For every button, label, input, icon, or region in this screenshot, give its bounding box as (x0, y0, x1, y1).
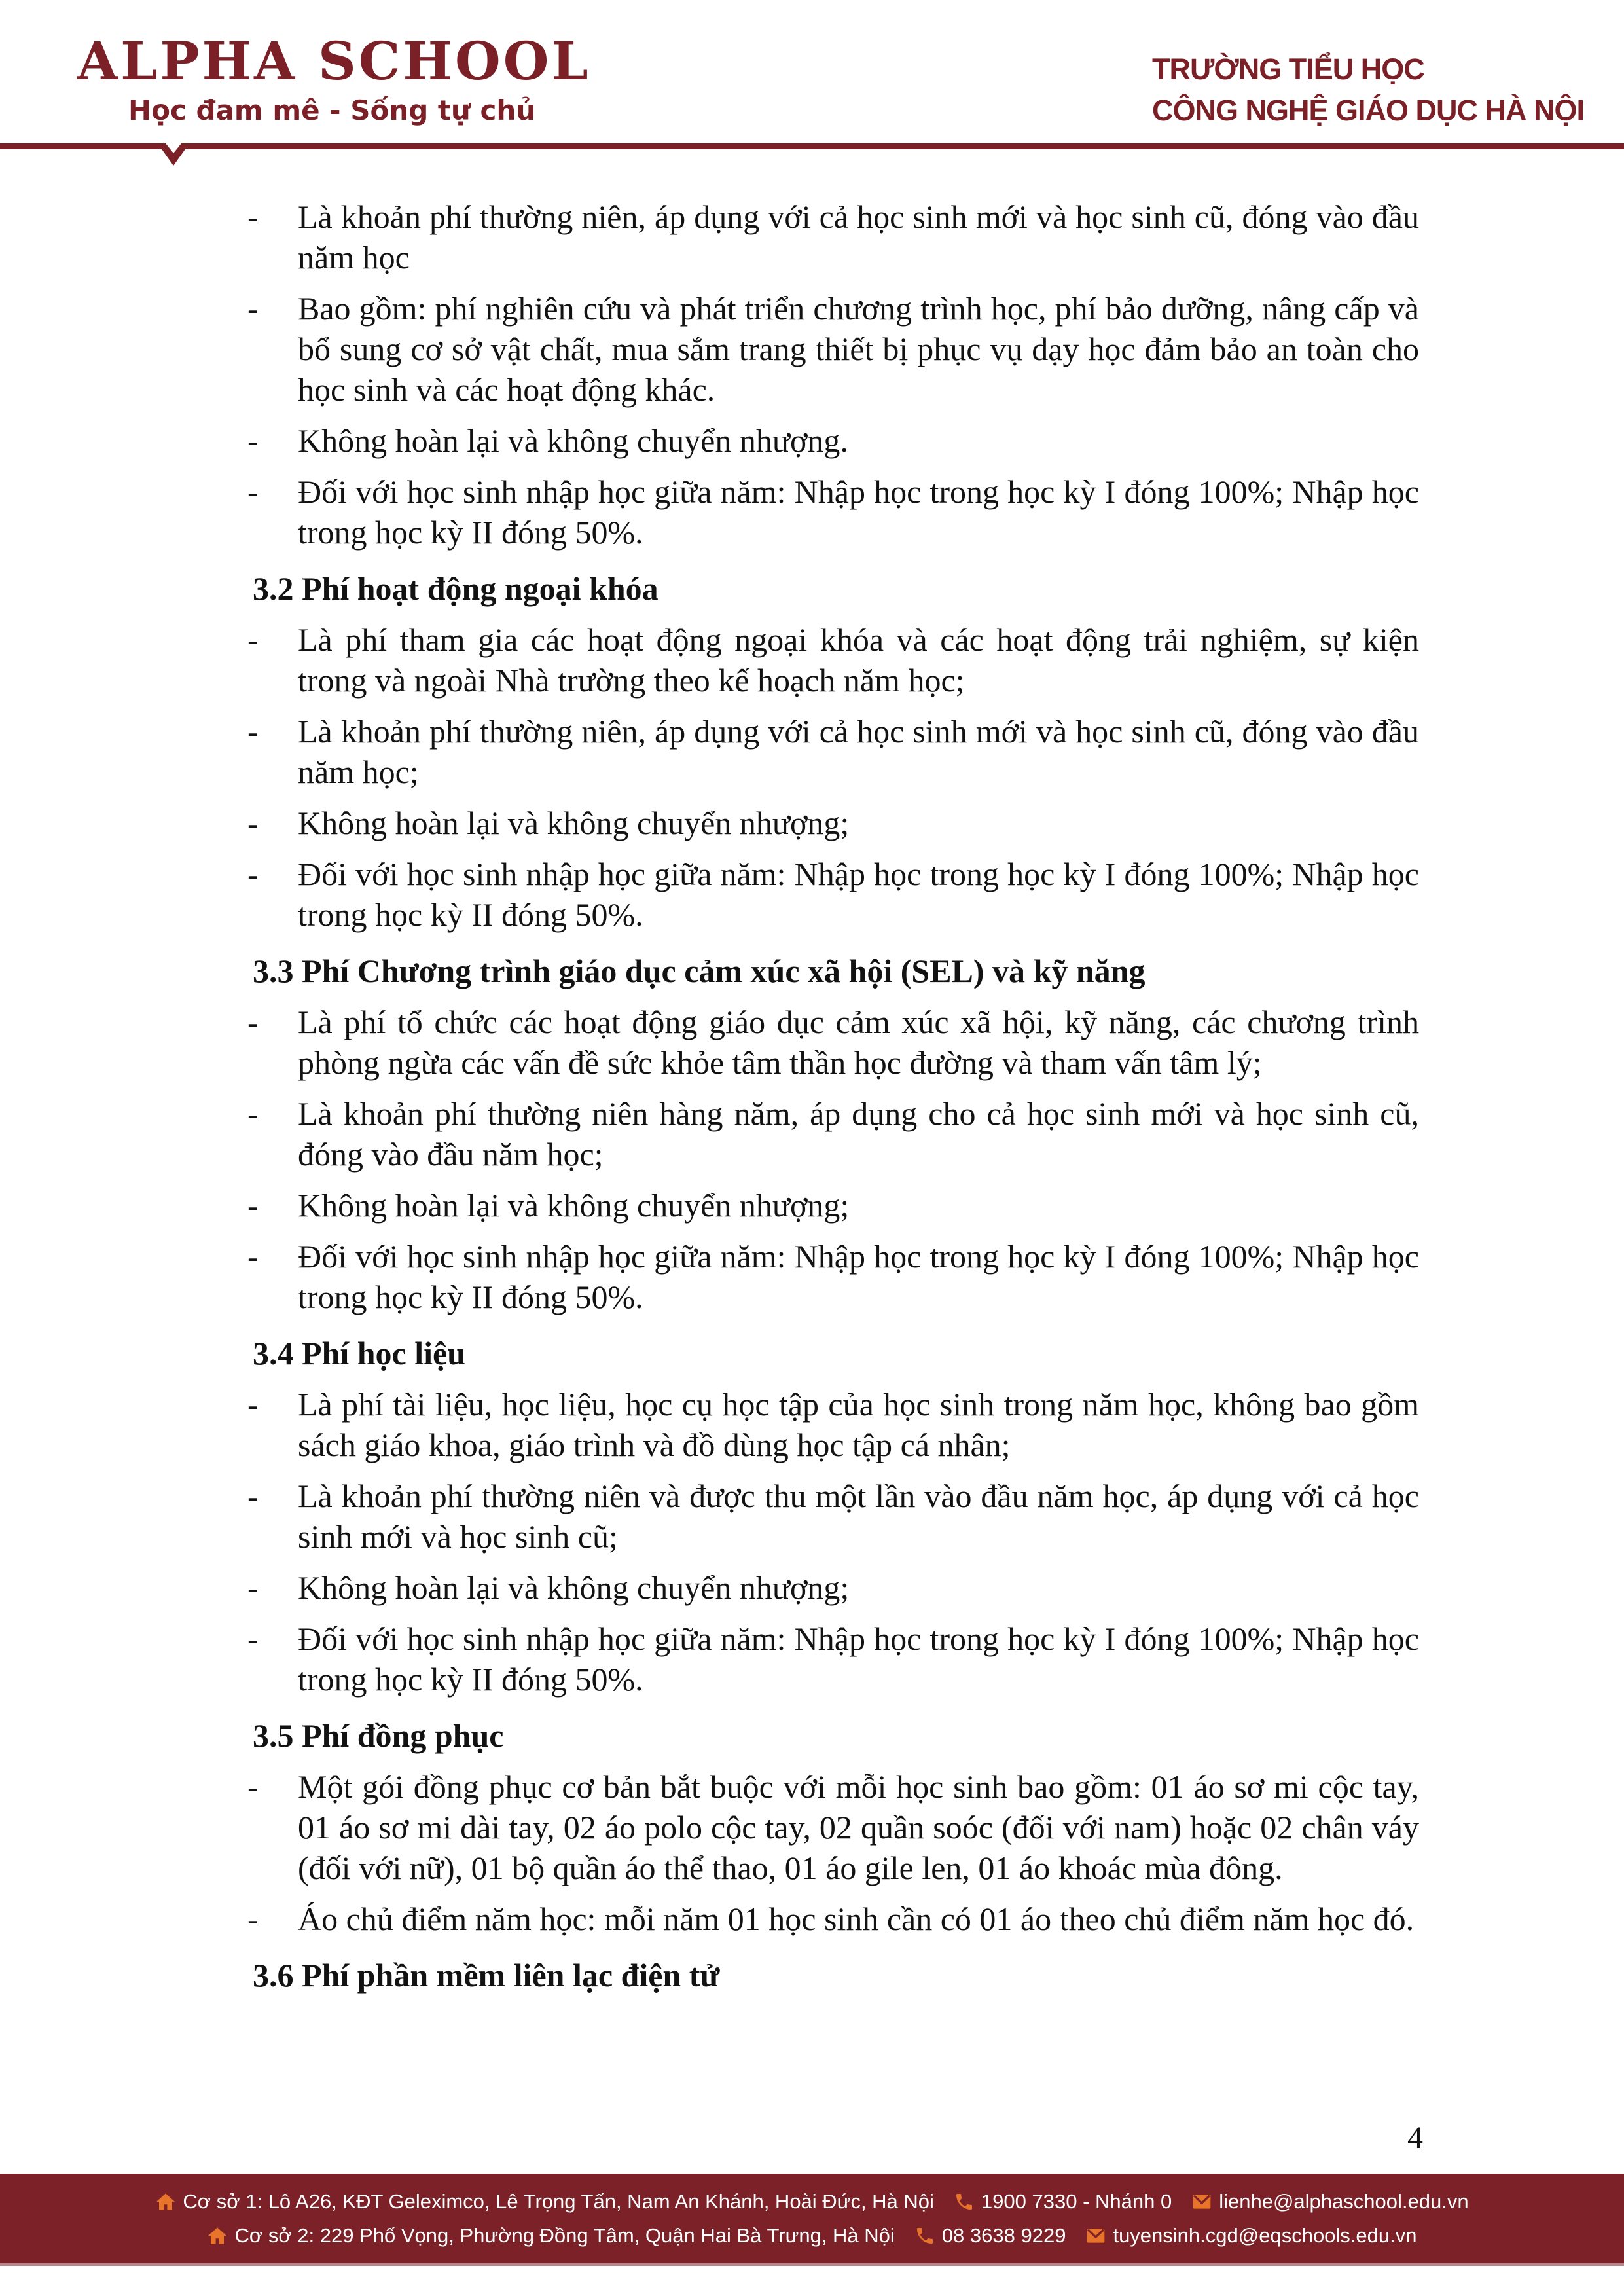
home-icon (207, 2225, 228, 2246)
bullet-marker: - (247, 1569, 259, 1606)
list-item-text: Là phí tổ chức các hoạt động giáo dục cảm xúc xã hội, kỹ năng, các chương trình phòng ngừa các vấn đề sức khỏe tâm thần học đường và tham vấn tâm lý; (298, 1004, 1419, 1081)
section-heading: 3.3 Phí Chương trình giáo dục cảm xúc xã hội (SEL) và kỹ năng (253, 953, 1146, 989)
bullet-marker: - (247, 1620, 259, 1657)
organization-name (1152, 48, 1584, 131)
list-item (247, 1002, 1419, 1083)
list-item (247, 1093, 1419, 1175)
school-logo: ALPHA SCHOOL (77, 30, 591, 92)
list-item (247, 1899, 1419, 1939)
footer-campus-2 (207, 2224, 1416, 2248)
list-item (247, 1766, 1419, 1888)
list-item-text: Đối với học sinh nhập học giữa năm: Nhập học trong học kỳ I đóng 100%; Nhập học trong học kỳ II đóng 50%. (298, 473, 1419, 551)
page-footer (0, 2174, 1624, 2266)
campus-phone: 08 3638 9229 (941, 2223, 1066, 2247)
list-item (247, 619, 1419, 701)
list-item-text: Là khoản phí thường niên hàng năm, áp dụng cho cả học sinh mới và học sinh cũ, đóng vào đầu năm học; (298, 1095, 1419, 1173)
campus-address: Cơ sở 1: Lô A26, KĐT Geleximco, Lê Trọng Tấn, Nam An Khánh, Hoài Đức, Hà Nội (183, 2189, 934, 2213)
list-item (247, 1384, 1419, 1465)
list-item-text: Là phí tài liệu, học liệu, học cụ học tập của học sinh trong năm học, không bao gồm sách giáo khoa, giáo trình và đồ dùng học tập cá nhân; (298, 1386, 1419, 1463)
list-item-text: Một gói đồng phục cơ bản bắt buộc với mỗi học sinh bao gồm: 01 áo sơ mi cộc tay, 01 áo sơ mi dài tay, 02 áo polo cộc tay, 02 quần soóc (đối với nam) hoặc 02 chân váy (đối với nữ), 01 bộ quần áo thể thao, 01 áo gile len, 01 áo khoác mùa đông. (298, 1768, 1419, 1886)
bullet-marker: - (247, 1004, 259, 1040)
bullet-marker: - (247, 473, 259, 510)
list-item (247, 420, 1419, 461)
bullet-marker: - (247, 1187, 259, 1224)
bullet-marker: - (247, 805, 259, 841)
list-item (247, 196, 1419, 278)
bullet-marker: - (247, 198, 259, 235)
list-item (247, 288, 1419, 410)
phone-icon (914, 2225, 935, 2246)
list-item-text: Không hoàn lại và không chuyển nhượng; (298, 1569, 850, 1606)
bullet-marker: - (247, 1095, 259, 1132)
phone-icon (954, 2191, 975, 2212)
footer-campus-1 (155, 2190, 1468, 2214)
list-item-text: Không hoàn lại và không chuyển nhượng; (298, 1187, 850, 1224)
bullet-marker: - (247, 1768, 259, 1805)
list-item-text: Không hoàn lại và không chuyển nhượng. (298, 422, 848, 459)
section-heading: 3.2 Phí hoạt động ngoại khóa (253, 570, 659, 607)
organization-line-2: CÔNG NGHỆ GIÁO DỤC HÀ NỘI (1152, 94, 1585, 127)
list-item-text: Là khoản phí thường niên và được thu một lần vào đầu năm học, áp dụng với cả học sinh mới và học sinh cũ; (298, 1478, 1419, 1555)
bullet-marker: - (247, 1386, 259, 1423)
list-item (247, 711, 1419, 792)
list-item (247, 1236, 1419, 1317)
header-divider (0, 143, 1624, 172)
list-item (247, 803, 1419, 843)
list-item-text: Đối với học sinh nhập học giữa năm: Nhập học trong học kỳ I đóng 100%; Nhập học trong học kỳ II đóng 50%. (298, 1620, 1419, 1698)
list-item (247, 1185, 1419, 1226)
bullet-marker: - (247, 1478, 259, 1514)
section-heading: 3.4 Phí học liệu (253, 1335, 466, 1372)
bullet-marker: - (247, 1238, 259, 1275)
document-body (247, 196, 1419, 2006)
list-item (247, 854, 1419, 935)
list-item-text: Là phí tham gia các hoạt động ngoại khóa và các hoạt động trải nghiệm, sự kiện trong và ngoài Nhà trường theo kế hoạch năm học; (298, 621, 1419, 699)
list-item (247, 1476, 1419, 1557)
list-item (247, 1618, 1419, 1700)
section-heading: 3.5 Phí đồng phục (253, 1717, 504, 1754)
mail-icon (1085, 2225, 1106, 2246)
bullet-marker: - (247, 713, 259, 750)
list-item-text: Là khoản phí thường niên, áp dụng với cả học sinh mới và học sinh cũ, đóng vào đầu năm học (298, 198, 1419, 276)
school-tagline: Học đam mê - Sống tự chủ (128, 94, 536, 126)
campus-email: tuyensinh.cgd@eqschools.edu.vn (1113, 2223, 1417, 2247)
list-item-text: Đối với học sinh nhập học giữa năm: Nhập học trong học kỳ I đóng 100%; Nhập học trong học kỳ II đóng 50%. (298, 1238, 1419, 1315)
bullet-marker: - (247, 621, 259, 658)
bullet-marker: - (247, 1901, 259, 1937)
list-item-text: Là khoản phí thường niên, áp dụng với cả học sinh mới và học sinh cũ, đóng vào đầu năm học; (298, 713, 1419, 790)
campus-phone: 1900 7330 - Nhánh 0 (981, 2189, 1172, 2213)
list-item (247, 471, 1419, 553)
home-icon (155, 2191, 176, 2212)
bullet-marker: - (247, 422, 259, 459)
page-number: 4 (1407, 2121, 1423, 2155)
list-item-text: Bao gồm: phí nghiên cứu và phát triển chương trình học, phí bảo dưỡng, nâng cấp và bổ sung cơ sở vật chất, mua sắm trang thiết bị phục vụ dạy học đảm bảo an toàn cho học sinh và các hoạt động khác. (298, 290, 1419, 408)
section-heading: 3.6 Phí phần mềm liên lạc điện tử (253, 1957, 720, 1994)
organization-line-1: TRƯỜNG TIỂU HỌC (1152, 52, 1424, 86)
campus-address: Cơ sở 2: 229 Phố Vọng, Phường Đồng Tâm, Quận Hai Bà Trưng, Hà Nội (234, 2223, 895, 2247)
list-item (247, 1567, 1419, 1608)
list-item-text: Đối với học sinh nhập học giữa năm: Nhập học trong học kỳ I đóng 100%; Nhập học trong học kỳ II đóng 50%. (298, 856, 1419, 933)
campus-email: lienhe@alphaschool.edu.vn (1219, 2189, 1469, 2213)
bullet-marker: - (247, 290, 259, 327)
list-item-text: Áo chủ điểm năm học: mỗi năm 01 học sinh cần có 01 áo theo chủ điểm năm học đó. (298, 1901, 1415, 1937)
bullet-marker: - (247, 856, 259, 892)
list-item-text: Không hoàn lại và không chuyển nhượng; (298, 805, 850, 841)
mail-icon (1191, 2191, 1212, 2212)
